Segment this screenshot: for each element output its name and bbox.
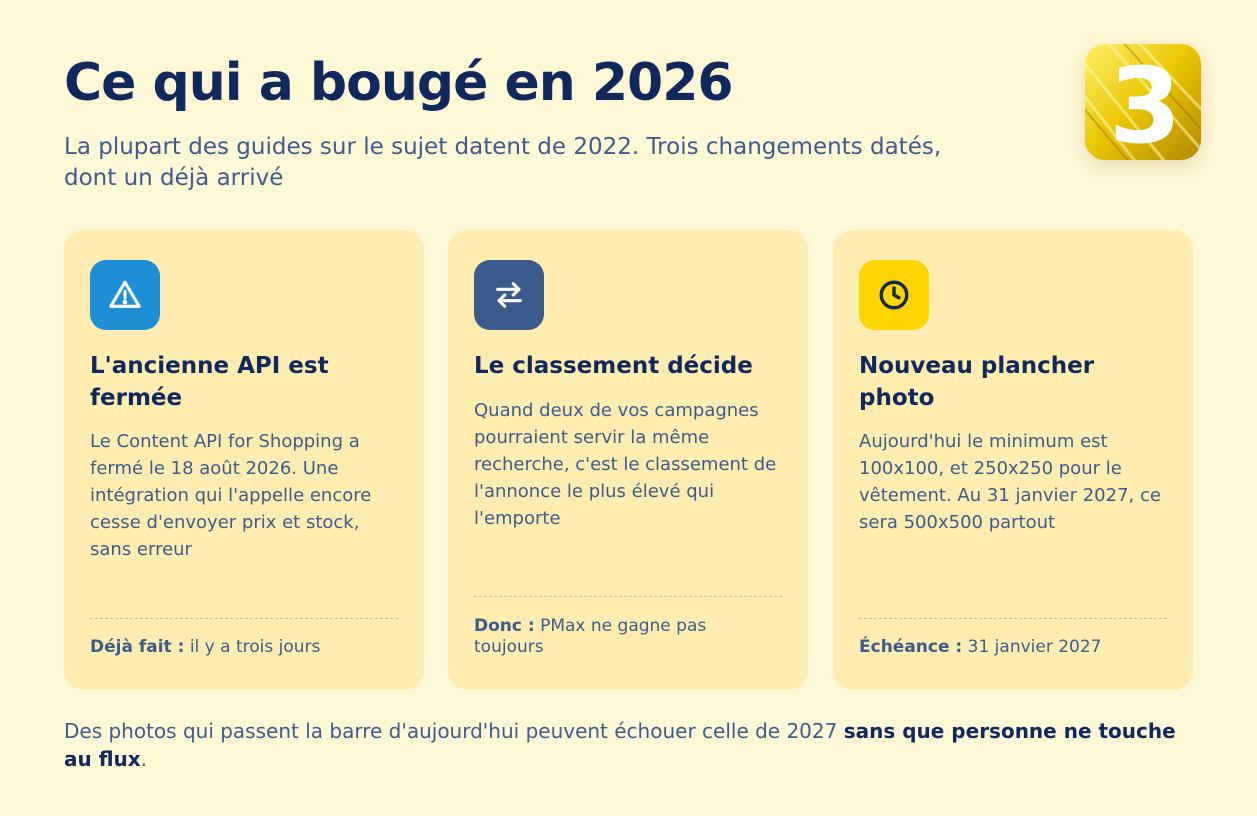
logo-graphic xyxy=(1085,44,1201,160)
change-card-photo xyxy=(833,230,1193,690)
card-footer-label: Donc : xyxy=(474,616,535,636)
card-body: Le Content API for Shopping a fermé le 18 août 2026. Une intégration qui l'appelle encore cesse d'envoyer prix et stock, sans erreur xyxy=(90,431,372,560)
change-card-ranking xyxy=(448,230,808,690)
change-card-api xyxy=(64,230,424,690)
card-footer xyxy=(474,616,774,658)
bottom-note-text: Des photos qui passent la barre d'aujourd'hui peuvent échouer celle de 2027 xyxy=(64,719,838,743)
card-footer-label: Échéance : xyxy=(859,637,963,657)
card-body: Quand deux de vos campagnes pourraient servir la même recherche, c'est le classement de l'annonce le plus élevé qui l'emporte xyxy=(474,400,777,529)
card-divider xyxy=(90,618,398,619)
swap-arrows-icon xyxy=(474,260,544,330)
bottom-note xyxy=(64,717,1184,773)
clock-icon xyxy=(859,260,929,330)
card-footer-value: 31 janvier 2027 xyxy=(967,637,1102,657)
page-subtitle: La plupart des guides sur le sujet datent de 2022. Trois changements datés, dont un déjà arrivé xyxy=(64,134,942,191)
warning-triangle-icon xyxy=(90,260,160,330)
card-footer xyxy=(859,637,1159,658)
card-title: L'ancienne API est fermée xyxy=(90,353,329,411)
page-title: Ce qui a bougé en 2026 xyxy=(64,53,733,113)
card-footer-label: Déjà fait : xyxy=(90,637,185,657)
card-title: Nouveau plancher photo xyxy=(859,353,1095,411)
card-footer-value: il y a trois jours xyxy=(189,637,321,657)
logo-text: 3 xyxy=(1108,45,1182,160)
card-divider xyxy=(474,596,782,597)
card-footer xyxy=(90,637,390,658)
card-body: Aujourd'hui le minimum est 100x100, et 250x250 pour le vêtement. Au 31 janvier 2027, ce sera 500x500 partout xyxy=(859,431,1161,533)
bottom-note-emphasis: sans que personne ne touche au flux xyxy=(64,719,1176,771)
number-three-logo xyxy=(1085,44,1201,160)
card-footer-value: PMax ne gagne pas toujours xyxy=(474,616,707,657)
card-title: Le classement décide xyxy=(474,353,753,379)
card-divider xyxy=(859,618,1167,619)
bottom-note-end: . xyxy=(140,747,148,771)
